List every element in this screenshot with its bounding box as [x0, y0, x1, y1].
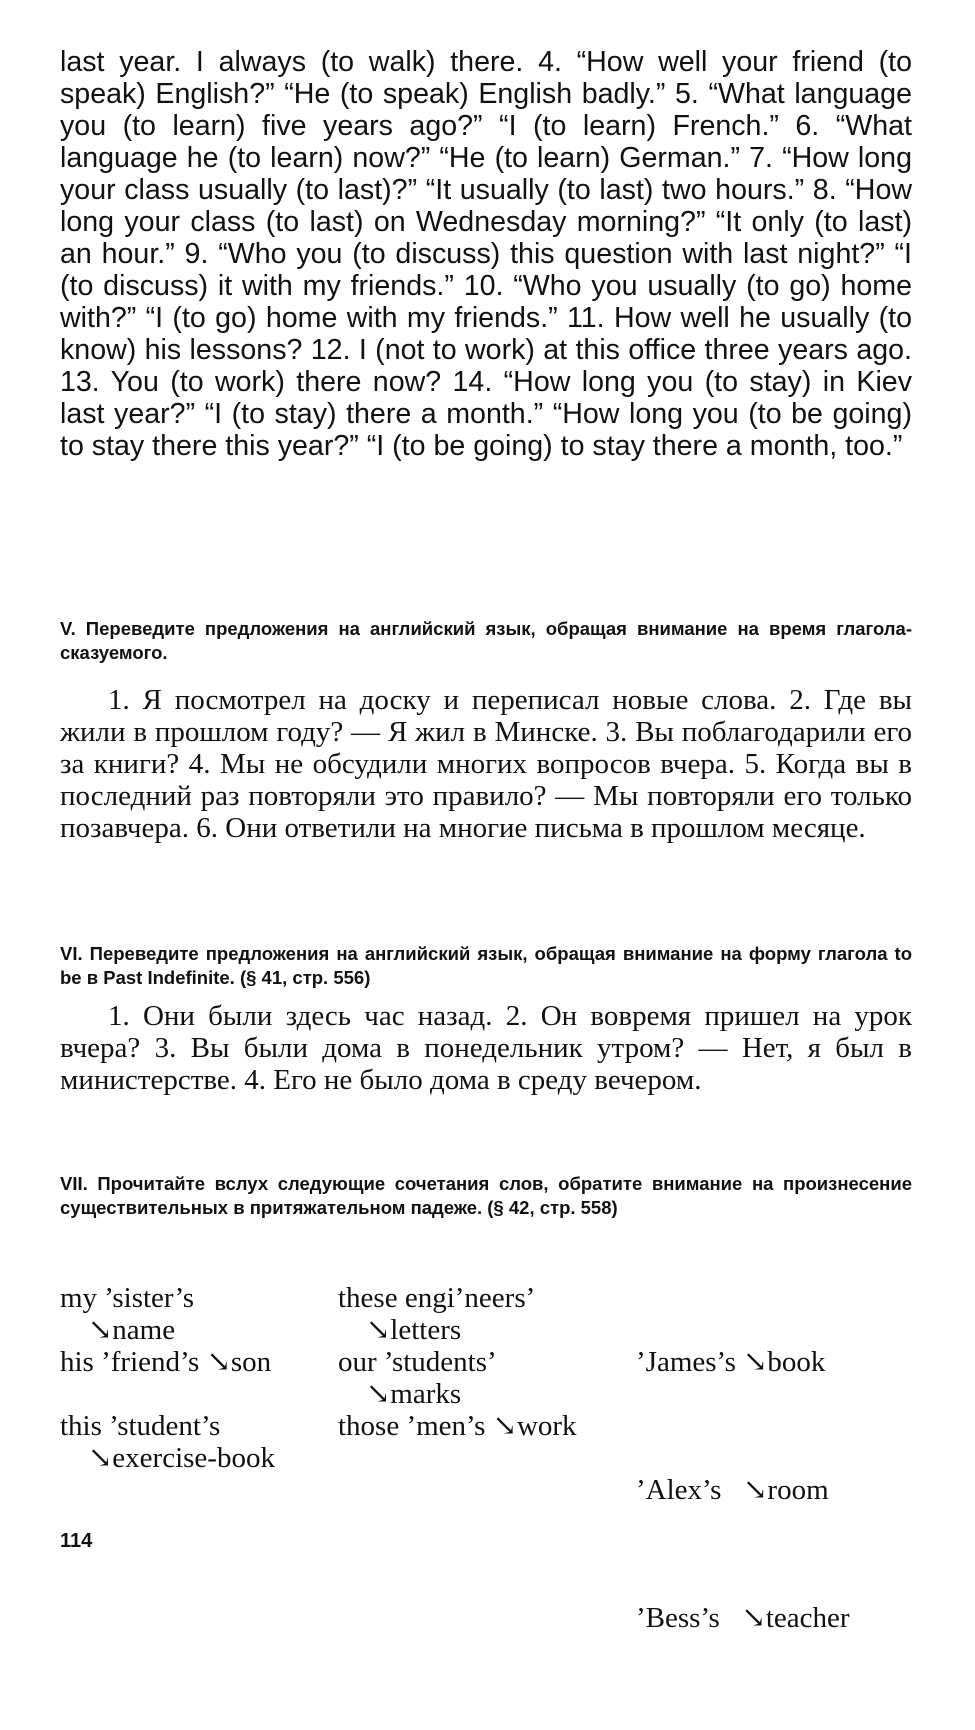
phrase-item: ’Alex’s ↘room — [636, 1474, 829, 1506]
phrase-item: his ’friend’s ↘son — [60, 1346, 272, 1378]
exercise-iv-continuation: last year. I always (to walk) there. 4. “How well your friend (to speak) English?” “He (to speak) English badly.” 5. “What language you (to learn) five years ago?” “I (to learn) French.” 6. “What language he (to learn) now?” “He (to learn) German.” 7. “How long your class usually (to last)?” “It usually (to last) two hours.” 8. “How long your class (to last) on Wednesday morning?” “It only (to last) an hour.” 9. “Who you (to discuss) this question with last night?” “I (to discuss) it with my friends.” 10. “Who you usually (to go) home with?” “I (to go) home with my friends.” 11. How well he usually (to know) his lessons? 12. I (not to work) at this office three years ago. 13. You (to work) there now? 14. “How long you (to stay) in Kiev last year?” “I (to stay) there a month.” “How long you (to be going) to stay there this year?” “I (to be going) to stay there a month, too.” — [60, 46, 912, 462]
phrase-item: ’James’s ↘book — [636, 1346, 826, 1378]
exercise-v-heading: V. Переведите предложения на английский язык, обращая внимание на время глагола-сказуемого. — [60, 618, 912, 663]
phrase-item: this ’student’s ↘exercise-book — [60, 1410, 275, 1474]
phrase-item: ’Bess’s ↘teacher — [636, 1602, 850, 1634]
page-number: 114 — [60, 1530, 93, 1552]
phrase-item: our ’students’ ↘marks — [338, 1346, 497, 1410]
exercise-vii-heading: VII. Прочитайте вслух следующие сочетания слов, обратите внимание на произнесение существительных в притяжательном падеже. (§ 42, стр. 558) — [60, 1173, 912, 1218]
phrase-item: those ’men’s ↘work — [338, 1410, 577, 1442]
phrase-column-1 — [60, 1282, 275, 1474]
exercise-v-text: 1. Я посмотрел на доску и переписал новые слова. 2. Где вы жили в прошлом году? — Я жил в Минске. 3. Вы поблагодарили его за книги? 4. Мы не обсудили многих вопросов вчера. 5. Когда вы в последний раз повторяли это правило? — Мы повторяли его только позавчера. 6. Они ответили на многие письма в прошлом месяце. — [60, 684, 912, 844]
exercise-vi-text: 1. Они были здесь час назад. 2. Он вовремя пришел на урок вчера? 3. Вы были дома в понедельник утром? — Нет, я был в министерстве. 4. Его не было дома в среду вечером. — [60, 1000, 912, 1096]
phrase-column-3 — [636, 1282, 850, 1730]
exercise-vi-heading: VI. Переведите предложения на английский язык, обращая внимание на форму глагола to be в Past Indefinite. (§ 41, стр. 556) — [60, 943, 912, 988]
phrase-item: my ’sister’s ↘name — [60, 1282, 194, 1346]
phrase-column-2 — [338, 1282, 577, 1474]
phrase-item: these engi’neers’ ↘letters — [338, 1282, 536, 1346]
